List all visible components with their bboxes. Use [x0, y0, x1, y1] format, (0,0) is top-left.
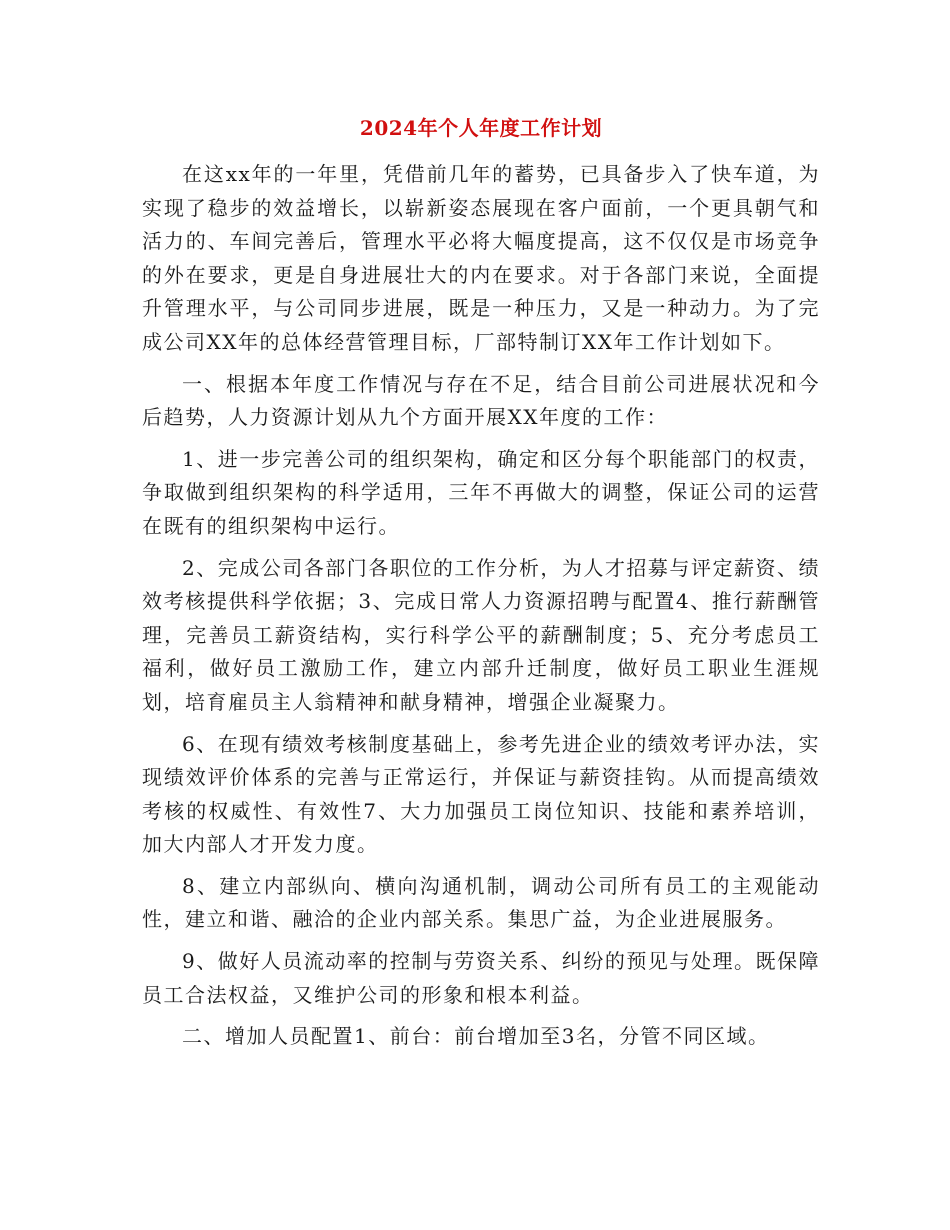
document-body	[142, 158, 820, 1054]
paragraph-item-9: 9、做好人员流动率的控制与劳资关系、纠纷的预见与处理。既保障员工合法权益，又维护公司的形象和根本利益。	[142, 949, 820, 1007]
paragraph-item-1: 1、进一步完善公司的组织架构，确定和区分每个职能部门的权责，争取做到组织架构的科学适用，三年不再做大的调整，保证公司的运营在既有的组织架构中运行。	[142, 446, 820, 538]
paragraph-items-6-7: 6、在现有绩效考核制度基础上，参考先进企业的绩效考评办法，实现绩效评价体系的完善与正常运行，并保证与薪资挂钩。从而提高绩效考核的权威性、有效性7、大力加强员工岗位知识、技能和素养培训，加大内部人才开发力度。	[142, 731, 820, 857]
paragraph-section-one: 一、根据本年度工作情况与存在不足，结合目前公司进展状况和今后趋势，人力资源计划从九个方面开展XX年度的工作：	[142, 371, 820, 430]
document-title: 2024年个人年度工作计划	[359, 116, 603, 140]
paragraph-item-8: 8、建立内部纵向、横向沟通机制，调动公司所有员工的主观能动性，建立和谐、融洽的企业内部关系。集思广益，为企业进展服务。	[142, 873, 820, 932]
paragraph-section-two: 二、增加人员配置1、前台：前台增加至3名，分管不同区域。	[182, 1024, 770, 1049]
paragraph-intro: 在这xx年的一年里，凭借前几年的蓄势，已具备步入了快车道，为实现了稳步的效益增长，以崭新姿态展现在客户面前，一个更具朝气和活力的、车间完善后，管理水平必将大幅度提高，这不仅仅是市场竞争的外在要求，更是自身进展壮大的内在要求。对于各部门来说，全面提升管理水平，与公司同步进展，既是一种压力，又是一种动力。为了完成公司XX年的总体经营管理目标，厂部特制订XX年工作计划如下。	[142, 162, 820, 354]
paragraph-items-2-5: 2、完成公司各部门各职位的工作分析，为人才招募与评定薪资、绩效考核提供科学依据；3、完成日常人力资源招聘与配置4、推行薪酬管理，完善员工薪资结构，实行科学公平的薪酬制度；5、充分考虑员工福利，做好员工激励工作，建立内部升迁制度，做好员工职业生涯规划，培育雇员主人翁精神和献身精神，增强企业凝聚力。	[142, 555, 820, 714]
